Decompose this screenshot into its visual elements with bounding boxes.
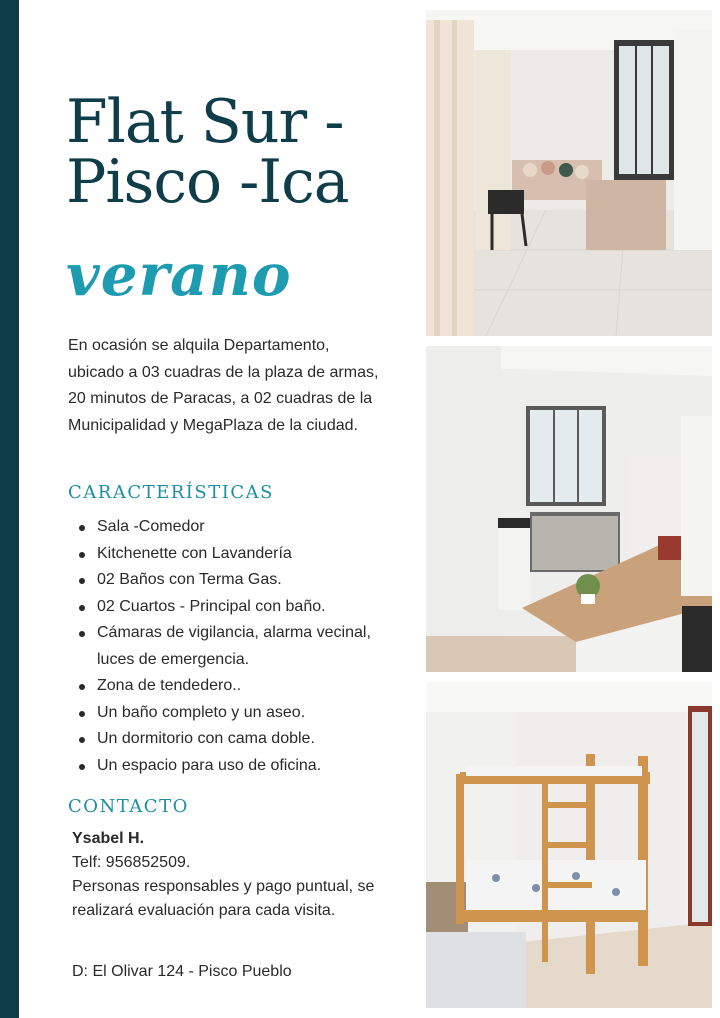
feature-item: Kitchenette con Lavandería [76, 541, 376, 568]
living-room-photo [426, 10, 712, 336]
feature-item: 02 Cuartos - Principal con baño. [76, 594, 376, 621]
title-line-2: Pisco -Ica [66, 147, 349, 217]
bunk-bed-room-photo [426, 682, 712, 1008]
intro-paragraph: En ocasión se alquila Departamento, ubicado a 03 cuadras de la plaza de armas, 20 minutos de Paracas, a 02 cuadras de la Municipalidad y MegaPlaza de la ciudad. [68, 337, 379, 434]
feature-item: 02 Baños con Terma Gas. [76, 567, 376, 594]
contact-phone: Telf: 956852509. [72, 854, 191, 871]
feature-item: Sala -Comedor [76, 514, 376, 541]
features-list [76, 514, 376, 779]
feature-item: Un baño completo y un aseo. [76, 700, 376, 727]
flyer-title [66, 87, 416, 217]
feature-item: Un dormitorio con cama doble. [76, 726, 376, 753]
feature-item: Zona de tendedero.. [76, 673, 376, 700]
contact-name: Ysabel H. [72, 830, 145, 847]
contact-note: Personas responsables y pago puntual, se realizará evaluación para cada visita. [72, 878, 375, 919]
contact-address: D: El Olivar 124 - Pisco Pueblo [72, 963, 292, 980]
title-line-1: Flat Sur - [66, 87, 344, 157]
season-label: verano [66, 241, 292, 309]
feature-item: Un espacio para uso de oficina. [76, 753, 376, 780]
left-accent-bar [0, 0, 19, 1018]
feature-item: Cámaras de vigilancia, alarma vecinal, luces de emergencia. [76, 620, 376, 673]
kitchenette-photo [426, 346, 712, 672]
features-heading: CARACTERÍSTICAS [68, 482, 274, 503]
contact-heading: CONTACTO [68, 796, 189, 817]
contact-block [72, 827, 382, 923]
